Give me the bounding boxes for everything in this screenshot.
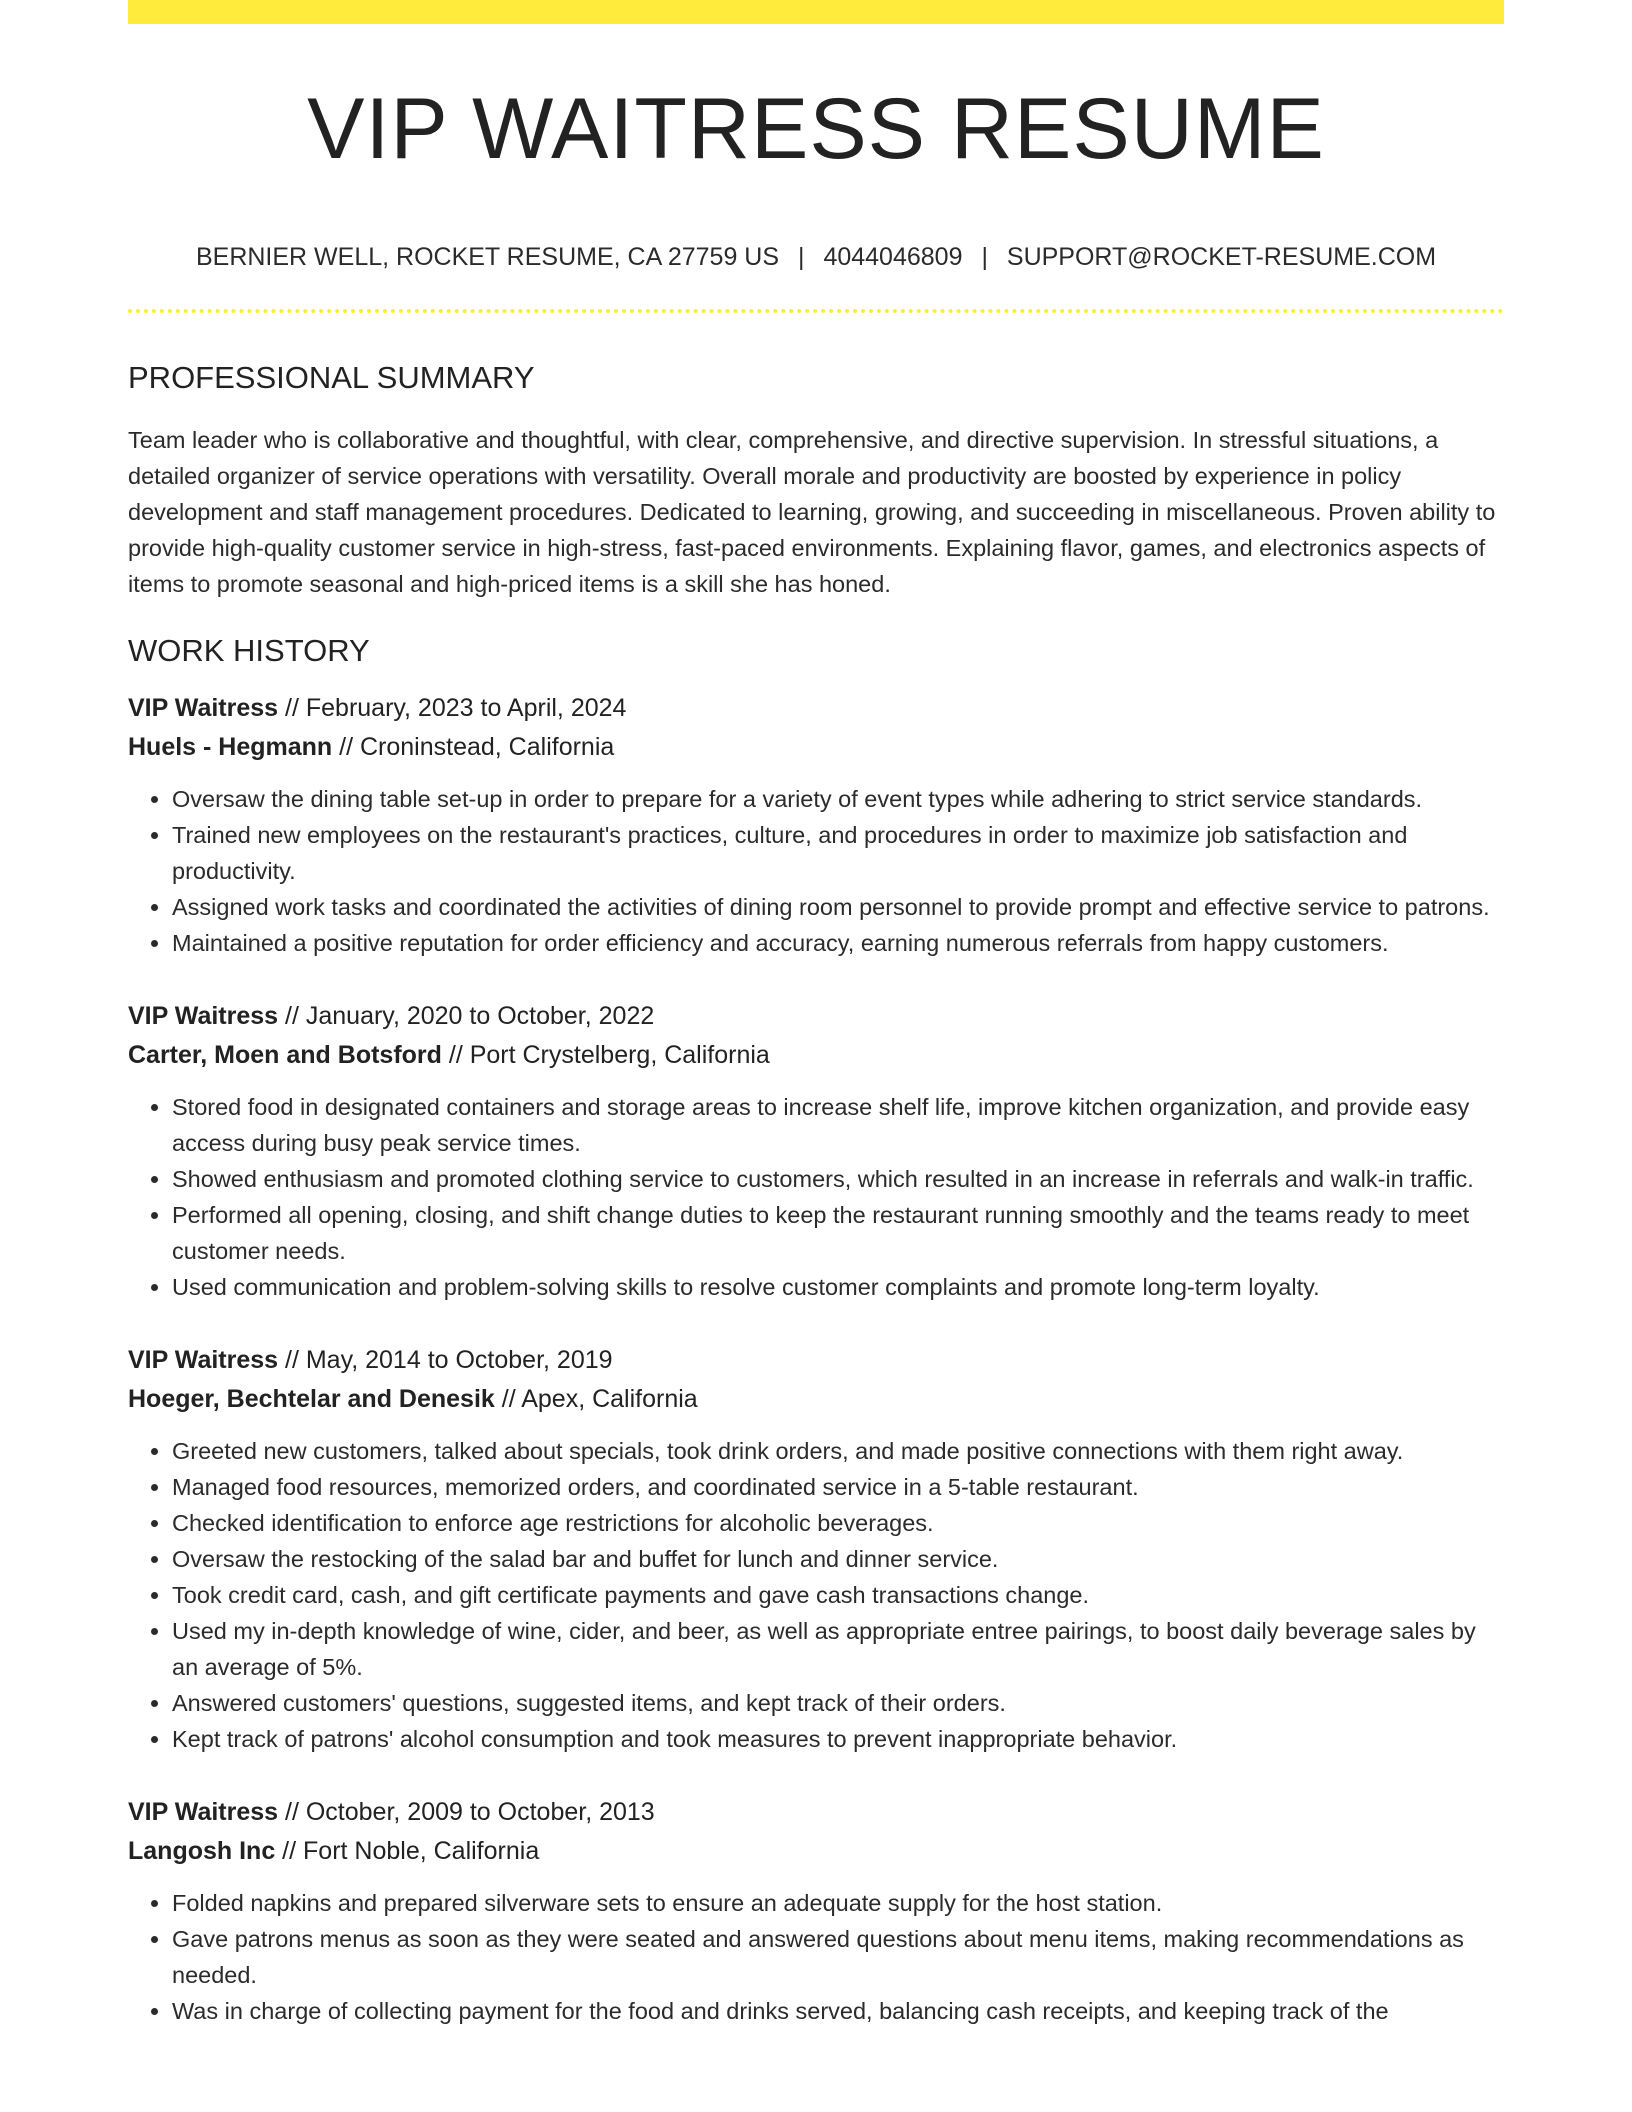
job-duty-item: • Assigned work tasks and coordinated the activities of dining room personnel to provide prompt and effective service to patrons. <box>172 889 1504 925</box>
job-list <box>128 689 1504 2029</box>
top-accent-bar <box>128 0 1504 24</box>
job-duty-item: • Maintained a positive reputation for order efficiency and accuracy, earning numerous referrals from happy customers. <box>172 925 1504 961</box>
job-company-line <box>128 1380 1504 1419</box>
job-duty-item: • Showed enthusiasm and promoted clothing service to customers, which resulted in an increase in referrals and walk-in traffic. <box>172 1161 1504 1197</box>
resume-title: VIP WAITRESS RESUME <box>307 81 1325 177</box>
job-dates: // May, 2014 to October, 2019 <box>278 1346 613 1375</box>
job-duty-item: • Managed food resources, memorized orders, and coordinated service in a 5-table restaurant. <box>172 1469 1504 1505</box>
job-duty-item: • Took credit card, cash, and gift certificate payments and gave cash transactions change. <box>172 1577 1504 1613</box>
job-entry <box>128 1793 1504 2029</box>
section-heading-work-history: WORK HISTORY <box>128 633 370 669</box>
work-history-section <box>128 632 1504 2029</box>
job-location: // Fort Noble, California <box>275 1837 540 1866</box>
job-duty-item: • Was in charge of collecting payment for the food and drinks served, balancing cash receipts, and keeping track of the <box>172 1993 1504 2029</box>
job-duties-list <box>128 1089 1504 1305</box>
job-company: Hoeger, Bechtelar and Denesik <box>128 1385 495 1414</box>
job-location: // Croninstead, California <box>332 733 615 762</box>
contact-phone: 4044046809 <box>823 242 963 271</box>
job-duties-list <box>128 781 1504 961</box>
job-entry <box>128 997 1504 1305</box>
job-entry <box>128 1341 1504 1757</box>
job-duty-item: • Answered customers' questions, suggested items, and kept track of their orders. <box>172 1685 1504 1721</box>
job-location: // Port Crystelberg, California <box>441 1041 770 1070</box>
job-duty-item: • Folded napkins and prepared silverware sets to ensure an adequate supply for the host station. <box>172 1885 1504 1921</box>
job-duty-item: • Checked identification to enforce age restrictions for alcoholic beverages. <box>172 1505 1504 1541</box>
job-duty-item: • Oversaw the restocking of the salad bar and buffet for lunch and dinner service. <box>172 1541 1504 1577</box>
job-location: // Apex, California <box>494 1385 698 1414</box>
professional-summary-section <box>128 359 1504 602</box>
job-duty-item: • Used my in-depth knowledge of wine, cider, and beer, as well as appropriate entree pairings, to boost daily beverage sales by an average of 5%. <box>172 1613 1504 1685</box>
job-duty-item: • Gave patrons menus as soon as they were seated and answered questions about menu items, making recommendations as needed. <box>172 1921 1504 1993</box>
job-duty-item: • Kept track of patrons' alcohol consumption and took measures to prevent inappropriate behavior. <box>172 1721 1504 1757</box>
summary-text: Team leader who is collaborative and thoughtful, with clear, comprehensive, and directive supervision. In stressful situations, a detailed organizer of service operations with versatility. Overall morale and productivity are boosted by experience in policy development and staff management procedures. Dedicated to learning, growing, and succeeding in miscellaneous. Proven ability to provide high-quality customer service in high-stress, fast-paced environments. Explaining flavor, games, and electronics aspects of items to promote seasonal and high-priced items is a skill she has honed. <box>128 427 1496 598</box>
job-company-line <box>128 1832 1504 1871</box>
job-duty-item: • Stored food in designated containers and storage areas to increase shelf life, improve kitchen organization, and provide easy access during busy peak service times. <box>172 1089 1504 1161</box>
job-duty-item: • Trained new employees on the restaurant's practices, culture, and procedures in order to maximize job satisfaction and productivity. <box>172 817 1504 889</box>
job-company-line <box>128 728 1504 767</box>
job-title: VIP Waitress <box>128 1002 279 1031</box>
job-company: Langosh Inc <box>128 1837 276 1866</box>
job-title-line <box>128 689 1504 728</box>
job-duty-item: • Oversaw the dining table set-up in order to prepare for a variety of event types while adhering to strict service standards. <box>172 781 1504 817</box>
contact-address: BERNIER WELL, ROCKET RESUME, CA 27759 US <box>195 242 780 271</box>
job-title: VIP Waitress <box>128 1346 279 1375</box>
contact-line <box>128 241 1504 274</box>
job-duty-item: • Performed all opening, closing, and shift change duties to keep the restaurant running smoothly and the teams ready to meet customer needs. <box>172 1197 1504 1269</box>
job-title-line <box>128 997 1504 1036</box>
contact-separator: | <box>981 242 988 271</box>
job-dates: // January, 2020 to October, 2022 <box>278 1002 655 1031</box>
job-company-line <box>128 1036 1504 1075</box>
job-entry <box>128 689 1504 961</box>
job-title-line <box>128 1793 1504 1832</box>
job-company: Huels - Hegmann <box>128 733 333 762</box>
job-title: VIP Waitress <box>128 694 279 723</box>
contact-separator: | <box>797 242 805 271</box>
job-duty-item: • Greeted new customers, talked about specials, took drink orders, and made positive connections with them right away. <box>172 1433 1504 1469</box>
job-dates: // October, 2009 to October, 2013 <box>278 1798 655 1827</box>
job-title: VIP Waitress <box>128 1798 279 1827</box>
contact-email: SUPPORT@ROCKET-RESUME.COM <box>1006 242 1437 271</box>
dotted-divider <box>128 309 1504 313</box>
job-company: Carter, Moen and Botsford <box>128 1041 442 1070</box>
job-dates: // February, 2023 to April, 2024 <box>278 694 627 723</box>
job-duty-item: • Used communication and problem-solving skills to resolve customer complaints and promote long-term loyalty. <box>172 1269 1504 1305</box>
job-duties-list <box>128 1433 1504 1757</box>
section-heading-summary: PROFESSIONAL SUMMARY <box>128 360 535 396</box>
job-title-line <box>128 1341 1504 1380</box>
resume-page <box>128 0 1504 2029</box>
job-duties-list <box>128 1885 1504 2029</box>
